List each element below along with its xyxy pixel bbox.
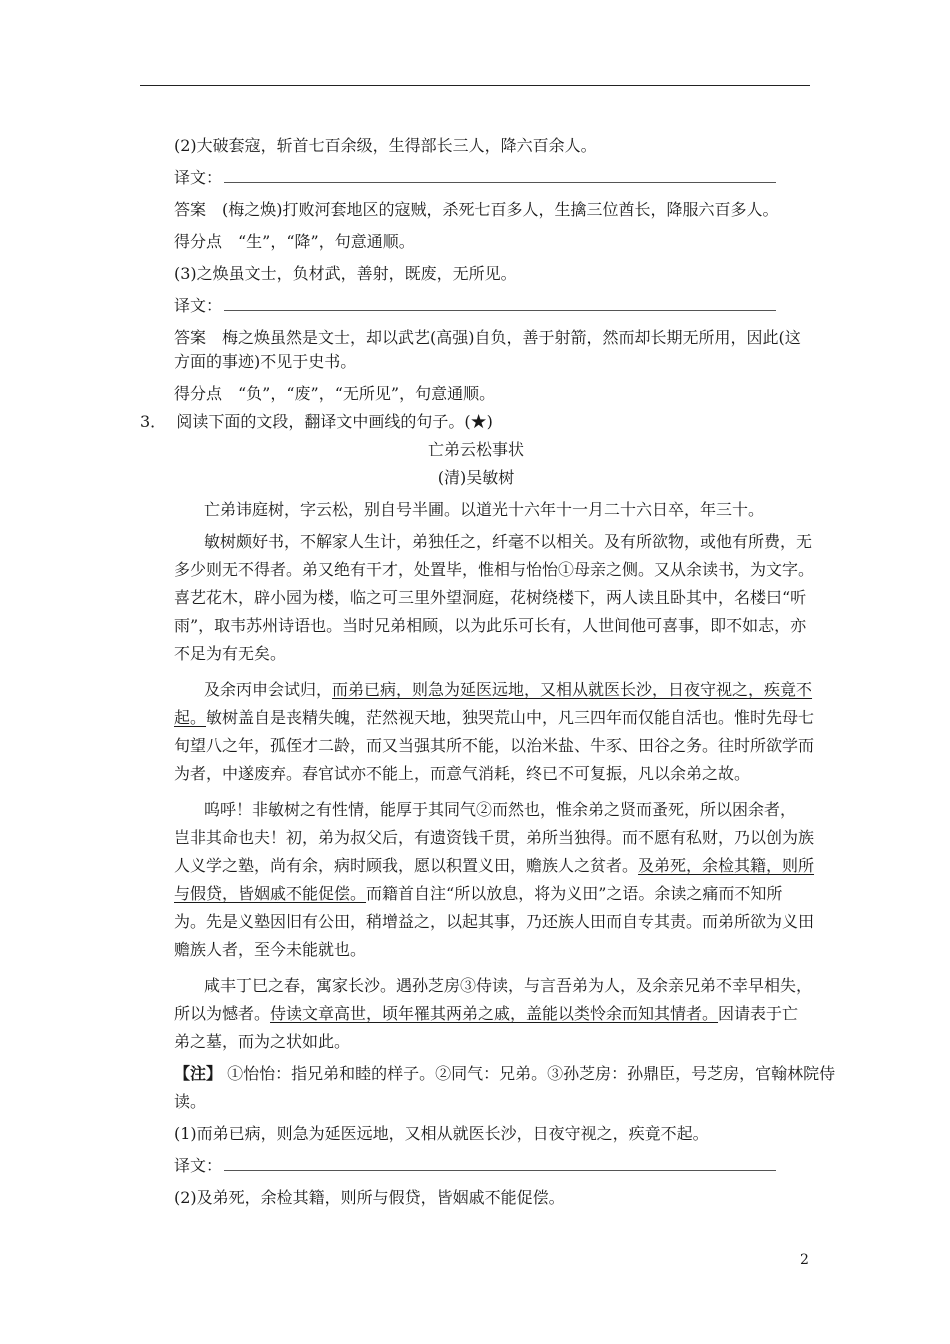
answer-text: 梅之焕虽然是文士，却以武艺(高强)自负，善于射箭，然而却长期无所用，因此(这 bbox=[222, 328, 801, 347]
passage-p5-l1: 咸丰丁巳之春，寓家长沙。遇孙芝房③侍读，与言吾弟为人，及余亲兄弟不幸早相失， bbox=[204, 976, 813, 995]
answer-3-cont: 方面的事迹)不见于史书。 bbox=[174, 352, 357, 371]
passage-p2-l5: 不足为有无矣。 bbox=[174, 644, 287, 663]
translation-label: 译文： bbox=[174, 1156, 223, 1175]
passage-p4-l6: 赡族人者，至今未能就也。 bbox=[174, 940, 367, 959]
translation-line-sub1 bbox=[174, 1156, 776, 1178]
score-points-2: 得分点 “生”，“降”，句意通顺。 bbox=[174, 232, 415, 251]
sentence-3: (3)之焕虽文士，负材武，善射，既废，无所见。 bbox=[174, 264, 517, 283]
underlined-sentence-1: 而弟已病，则急为延医远地，又相从就医长沙，日夜守视之，疾竟不 bbox=[332, 680, 813, 699]
answer-3 bbox=[174, 328, 801, 350]
passage-p3-l4: 为者，中遂废弃。春官试亦不能上，而意气消耗，终已不可复振，凡以余弟之故。 bbox=[174, 764, 751, 783]
answer-text: (梅之焕)打败河套地区的寇贼，杀死七百多人，生擒三位酋长，降服六百多人。 bbox=[222, 200, 779, 219]
answer-blank[interactable] bbox=[224, 168, 776, 183]
passage-p4-l4: 与假贷，皆姻戚不能促偿。而籍首自注“所以放息，将为义田”之语。余读之痛而不知所 bbox=[174, 884, 783, 903]
notes-l1: 【注】 ①怡怡：指兄弟和睦的样子。②同气：兄弟。③孙芝房：孙鼎臣，号芝房，官翰林院侍 bbox=[174, 1064, 836, 1083]
passage-p5-l3: 弟之墓，而为之状如此。 bbox=[174, 1032, 351, 1051]
translation-label: 译文： bbox=[174, 296, 223, 315]
passage-p2-l2: 多少则无不得者。弟又绝有干才，处置毕，惟相与怡怡①母亲之侧。又从余读书，为文字。 bbox=[174, 560, 815, 579]
translation-label: 译文： bbox=[174, 168, 223, 187]
answer-2 bbox=[174, 200, 779, 222]
passage-author: (清)吴敏树 bbox=[437, 468, 515, 487]
passage-p5-l2: 所以为憾者。侍读文章高世，顷年罹其两弟之戚，盖能以类怜余而知其情者。因请表于亡 bbox=[174, 1004, 799, 1023]
passage-p2-l1: 敏树颇好书，不解家人生计，弟独任之，纤毫不以相关。及有所欲物，或他有所费，无 bbox=[204, 532, 813, 551]
passage-p2-l3: 喜艺花木，辟小园为楼，临之可三里外望洞庭，花树绕楼下，两人读且卧其中，名楼曰“听 bbox=[174, 588, 807, 607]
underlined-sentence-3: 侍读文章高世，顷年罹其两弟之戚，盖能以类怜余而知其情者。 bbox=[270, 1004, 719, 1023]
answer-label: 答案 bbox=[174, 200, 207, 219]
page-number: 2 bbox=[800, 1252, 809, 1268]
passage-p2-l4: 雨”，取韦苏州诗语也。当时兄弟相顾，以为此乐可长有，人世间他可喜事，即不如志，亦 bbox=[174, 616, 807, 635]
passage-p3-l1: 及余丙申会试归，而弟已病，则急为延医远地，又相从就医长沙，日夜守视之，疾竟不 bbox=[204, 680, 813, 699]
passage-p3-l3: 旬望八之年，孤侄才二龄，而又当强其所不能，以治米盐、牛豕、田谷之务。往时所欲学而 bbox=[174, 736, 815, 755]
score-points-3: 得分点 “负”，“废”，“无所见”，句意通顺。 bbox=[174, 384, 496, 403]
underlined-sentence-2-end: 与假贷，皆姻戚不能促偿。 bbox=[174, 884, 367, 903]
question-3 bbox=[140, 412, 493, 434]
subquestion-1: (1)而弟已病，则急为延医远地，又相从就医长沙，日夜守视之，疾竟不起。 bbox=[174, 1124, 709, 1143]
answer-blank[interactable] bbox=[224, 296, 776, 311]
translation-line-3 bbox=[174, 296, 776, 318]
passage-title: 亡弟云松事状 bbox=[427, 440, 524, 459]
underlined-sentence-2: 及弟死，余检其籍，则所 bbox=[638, 856, 815, 875]
header-rule bbox=[140, 85, 810, 86]
passage-p4-l2: 岂非其命也夫！初，弟为叔父后，有遗资钱千贯，弟所当独得。而不愿有私财，乃以创为族 bbox=[174, 828, 815, 847]
question-prompt: 阅读下面的文段，翻译文中画线的句子。(★) bbox=[176, 412, 493, 431]
translation-line-2 bbox=[174, 168, 776, 190]
answer-label: 答案 bbox=[174, 328, 207, 347]
notes-l2: 读。 bbox=[174, 1092, 207, 1111]
passage-p1: 亡弟讳庭树，字云松，别自号半圃。以道光十六年十一月二十六日卒，年三十。 bbox=[204, 500, 765, 519]
question-number: 3． bbox=[140, 412, 167, 431]
notes-label: 【注】 bbox=[174, 1064, 223, 1083]
sentence-2: (2)大破套寇，斩首七百余级，生得部长三人，降六百余人。 bbox=[174, 136, 597, 155]
underlined-sentence-1-end: 起。 bbox=[174, 708, 207, 727]
answer-blank[interactable] bbox=[224, 1156, 776, 1171]
passage-p4-l5: 为。先是义塾因旧有公田，稍增益之，以起其事，乃还族人田而自专其责。而弟所欲为义田 bbox=[174, 912, 815, 931]
passage-p4-l3: 人义学之塾，尚有余，病时顾我，愿以积置义田，赡族人之贫者。及弟死，余检其籍，则所 bbox=[174, 856, 815, 875]
passage-p4-l1: 呜呼！非敏树之有性情，能厚于其同气②而然也，惟余弟之贤而蚤死，所以困余者， bbox=[204, 800, 797, 819]
subquestion-2: (2)及弟死，余检其籍，则所与假贷，皆姻戚不能促偿。 bbox=[174, 1188, 565, 1207]
passage-p3-l2: 起。敏树盖自是丧精失魄，茫然视天地，独哭荒山中，凡三四年而仅能自活也。惟时先母七 bbox=[174, 708, 815, 727]
